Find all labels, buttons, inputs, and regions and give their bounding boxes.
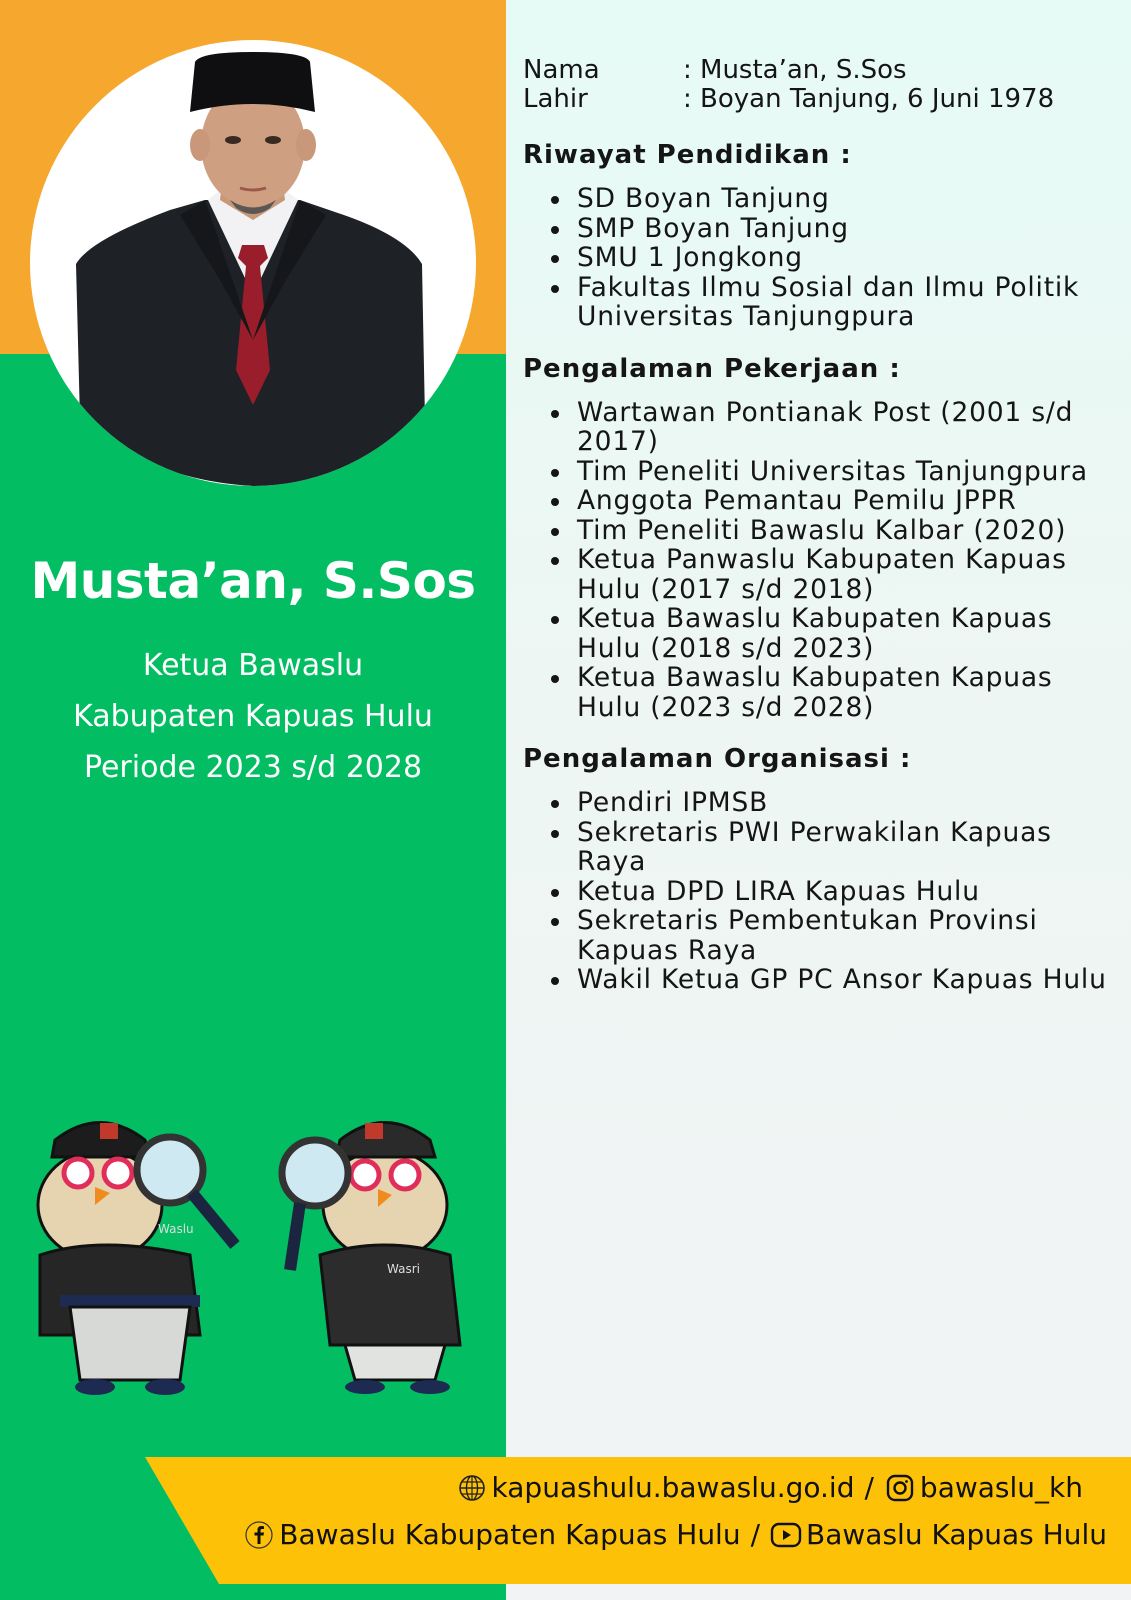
- globe-icon: [456, 1472, 488, 1504]
- name-label: Nama: [523, 55, 600, 85]
- list-item: Pendiri IPMSB: [551, 788, 1123, 818]
- name-row: [523, 56, 1123, 85]
- instagram-link[interactable]: bawaslu_kh: [919, 1471, 1083, 1504]
- list-item: Ketua Bawaslu Kabupaten Kapuas Hulu (2023 s/d 2028): [551, 663, 1123, 722]
- left-green-block: [0, 354, 506, 1600]
- website-link[interactable]: kapuashulu.bawaslu.go.id: [491, 1471, 855, 1504]
- name-value: : Musta’an, S.Sos: [683, 55, 907, 85]
- footer-line-2: [243, 1518, 1107, 1551]
- list-item: SMP Boyan Tanjung: [551, 214, 1123, 244]
- work-heading: Pengalaman Pekerjaan :: [523, 353, 901, 384]
- youtube-link[interactable]: Bawaslu Kapuas Hulu: [806, 1518, 1107, 1551]
- list-item: Ketua Panwaslu Kabupaten Kapuas Hulu (2017 s/d 2018): [551, 545, 1123, 604]
- organization-heading: Pengalaman Organisasi :: [523, 744, 912, 774]
- list-item: SMU 1 Jongkong: [551, 243, 1123, 273]
- separator: /: [750, 1518, 761, 1551]
- position-line-2: Kabupaten Kapuas Hulu: [73, 699, 433, 734]
- position-line-3: Periode 2023 s/d 2028: [83, 750, 423, 785]
- instagram-icon: [884, 1472, 916, 1504]
- birth-value: : Boyan Tanjung, 6 Juni 1978: [683, 84, 1055, 114]
- svg-text:Wasri: Wasri: [387, 1262, 420, 1276]
- biography-panel: [523, 56, 1123, 995]
- profile-name-heading: Musta’an, S.Sos: [30, 552, 476, 610]
- separator: /: [864, 1471, 874, 1504]
- education-heading: Riwayat Pendidikan :: [523, 140, 852, 170]
- list-item: Wakil Ketua GP PC Ansor Kapuas Hulu: [551, 965, 1123, 995]
- svg-text:Waslu: Waslu: [158, 1222, 194, 1236]
- list-item: Tim Peneliti Bawaslu Kalbar (2020): [551, 516, 1123, 546]
- list-item: Fakultas Ilmu Sosial dan Ilmu Politik Universitas Tanjungpura: [551, 273, 1123, 332]
- position-line-1: Ketua Bawaslu: [142, 648, 364, 683]
- owl-mascot-female-icon: [270, 1095, 500, 1395]
- list-item: Anggota Pemantau Pemilu JPPR: [551, 486, 1123, 516]
- list-item: SD Boyan Tanjung: [551, 184, 1123, 214]
- birth-label: Lahir: [523, 84, 588, 114]
- list-item: Wartawan Pontianak Post (2001 s/d 2017): [551, 398, 1123, 457]
- portrait-illustration: [30, 40, 476, 486]
- portrait-photo: [30, 40, 476, 486]
- birth-row: [523, 85, 1123, 114]
- list-item: Sekretaris Pembentukan Provinsi Kapuas Raya: [551, 906, 1123, 965]
- organization-list: [523, 788, 1123, 995]
- list-item: Ketua Bawaslu Kabupaten Kapuas Hulu (2018 s/d 2023): [551, 604, 1123, 663]
- list-item: Ketua DPD LIRA Kapuas Hulu: [551, 877, 1123, 907]
- profile-position: [0, 640, 506, 793]
- education-list: [523, 184, 1123, 332]
- facebook-link[interactable]: Bawaslu Kabupaten Kapuas Hulu: [279, 1518, 741, 1551]
- youtube-icon: [770, 1519, 802, 1551]
- list-item: Tim Peneliti Universitas Tanjungpura: [551, 457, 1123, 487]
- list-item: Sekretaris PWI Perwakilan Kapuas Raya: [551, 818, 1123, 877]
- work-list: [523, 398, 1123, 723]
- footer-line-1: [456, 1471, 1083, 1504]
- facebook-icon: [243, 1519, 275, 1551]
- owl-mascot-male-icon: [0, 1095, 250, 1395]
